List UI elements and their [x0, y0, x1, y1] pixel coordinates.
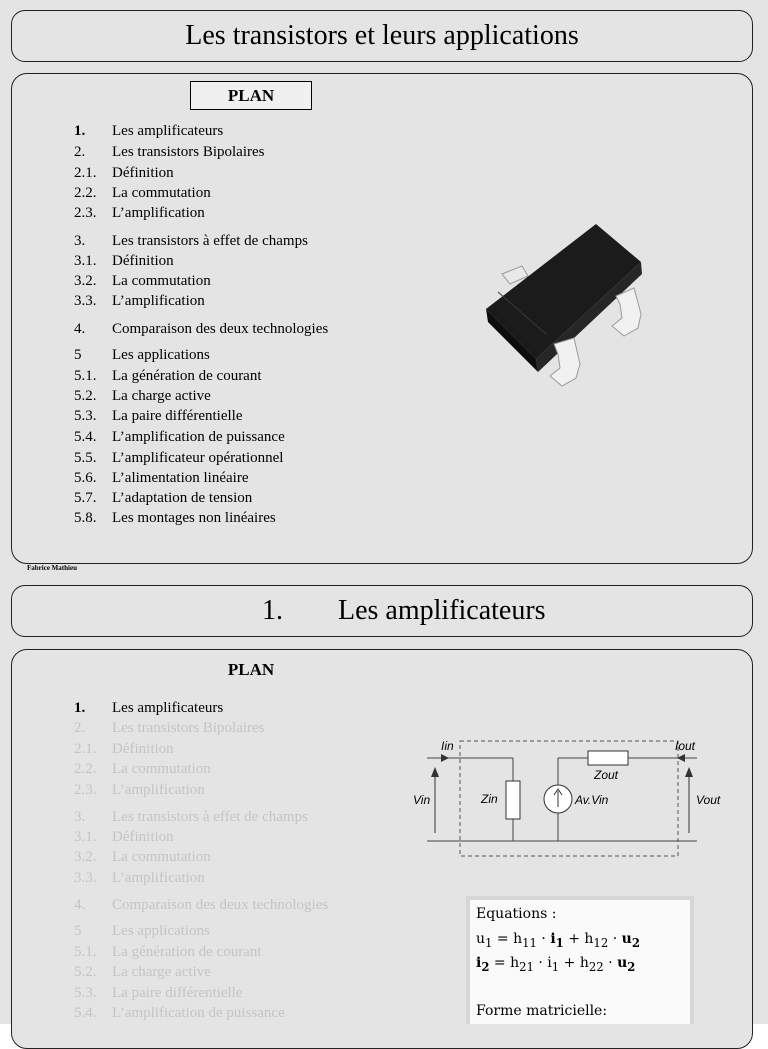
toc-item-number: 2.3.	[74, 782, 97, 798]
toc-item-label: La génération de courant	[112, 944, 262, 960]
toc-item-label: Les applications	[112, 347, 210, 363]
plan-label: PLAN	[227, 660, 275, 679]
toc-item-label: Comparaison des deux technologies	[112, 321, 329, 337]
toc-item-number: 3.2.	[74, 273, 97, 289]
toc-item-label: Les transistors à effet de champs	[112, 809, 308, 825]
section-number: 1.	[262, 595, 283, 626]
toc-item-number: 2.2.	[74, 185, 97, 201]
toc-item-number: 3.3.	[74, 293, 97, 309]
toc-item-label: Définition	[112, 165, 174, 181]
source-label: Av.Vin	[575, 793, 609, 807]
toc-item-number: 5.4.	[74, 429, 97, 445]
iin-label: Iin	[441, 739, 454, 753]
toc-item-number: 5	[74, 347, 82, 363]
toc-item-label: Définition	[112, 829, 174, 845]
toc-item-number: 5.4.	[74, 1005, 97, 1021]
toc-item-label: Les applications	[112, 923, 210, 939]
toc-item-label: La génération de courant	[112, 368, 262, 384]
toc-item-number: 3.1.	[74, 829, 97, 845]
toc-item-number: 3.1.	[74, 253, 97, 269]
section-title: Les amplificateurs	[338, 595, 546, 626]
toc-item-label: L’amplification	[112, 782, 205, 798]
toc-item-label: Les transistors Bipolaires	[112, 144, 265, 160]
toc-item-label: Définition	[112, 741, 174, 757]
equations-panel	[466, 896, 694, 1024]
equation-2: $i_2 = h_{21} \cdot i_1 + h_{22} \cdot u_2$	[476, 955, 636, 974]
toc-item-label: Les amplificateurs	[112, 700, 224, 716]
toc-item-number: 5.7.	[74, 490, 97, 506]
toc-item-number: 3.	[74, 809, 86, 825]
toc-item-number: 4.	[74, 897, 86, 913]
toc-item-number: 5.2.	[74, 964, 97, 980]
vin-label: Vin	[413, 793, 431, 807]
toc-item-number: 2.1.	[74, 741, 97, 757]
toc-item-number: 5.8.	[74, 510, 97, 526]
slide-title	[11, 585, 753, 637]
toc-item-number: 5.3.	[74, 408, 97, 424]
toc-item-number: 5.3.	[74, 985, 97, 1001]
equations-heading: Equations :	[476, 906, 557, 922]
plan-label: PLAN	[190, 81, 312, 110]
toc-item-label: L’amplificateur opérationnel	[112, 450, 284, 466]
toc-item-label: L’amplification	[112, 870, 205, 886]
toc-item-number: 2.1.	[74, 165, 97, 181]
toc-item-number: 4.	[74, 321, 86, 337]
toc-item-number: 1.	[74, 123, 86, 139]
toc-item-number: 3.2.	[74, 849, 97, 865]
toc-item-number: 5.5.	[74, 450, 97, 466]
slide-title: Les transistors et leurs applications	[11, 10, 753, 62]
toc-item-label: Définition	[112, 253, 174, 269]
toc-item-label: La paire différentielle	[112, 985, 243, 1001]
amplifier-equivalent-circuit	[405, 735, 725, 865]
toc-item-label: Les transistors à effet de champs	[112, 233, 308, 249]
toc-item-label: La commutation	[112, 761, 211, 777]
toc-item-label: Les transistors Bipolaires	[112, 720, 265, 736]
toc-item-label: La charge active	[112, 964, 211, 980]
toc-item-label: Les montages non linéaires	[112, 510, 276, 526]
toc-item-number: 5	[74, 923, 82, 939]
toc-item-label: La charge active	[112, 388, 211, 404]
toc-item-label: L’amplification de puissance	[112, 1005, 285, 1021]
toc-item-label: La paire différentielle	[112, 408, 243, 424]
toc-item-label: Les amplificateurs	[112, 123, 224, 139]
zin-label: Zin	[481, 792, 498, 806]
toc-item-label: L’adaptation de tension	[112, 490, 253, 506]
toc-item-number: 2.	[74, 144, 86, 160]
toc-item-label: L’alimentation linéaire	[112, 470, 249, 486]
transistor-package-image	[476, 214, 656, 394]
toc-item-number: 2.3.	[74, 205, 97, 221]
toc-item-number: 5.6.	[74, 470, 97, 486]
toc-item-label: Comparaison des deux technologies	[112, 897, 329, 913]
toc-item-number: 2.2.	[74, 761, 97, 777]
toc-item-number: 2.	[74, 720, 86, 736]
toc-item-label: L’amplification de puissance	[112, 429, 285, 445]
toc-item-number: 5.1.	[74, 944, 97, 960]
toc-item-label: L’amplification	[112, 205, 205, 221]
toc-item-label: L’amplification	[112, 293, 205, 309]
toc-item-number: 1.	[74, 700, 86, 716]
iout-label: Iout	[675, 739, 696, 753]
toc-item-label: La commutation	[112, 185, 211, 201]
equation-1: $u_1 = h_{11} \cdot i_1 + h_{12} \cdot u_2$	[476, 931, 640, 950]
matrix-form-label: Forme matricielle:	[476, 1003, 608, 1019]
toc-item-number: 3.3.	[74, 870, 97, 886]
toc-item-number: 5.2.	[74, 388, 97, 404]
toc-item-number: 5.1.	[74, 368, 97, 384]
toc-item-number: 3.	[74, 233, 86, 249]
zout-label: Zout	[594, 768, 619, 782]
author-footer: Fabrice Mathieu	[27, 564, 77, 572]
vout-label: Vout	[696, 793, 721, 807]
toc-item-label: La commutation	[112, 273, 211, 289]
toc-item-label: La commutation	[112, 849, 211, 865]
